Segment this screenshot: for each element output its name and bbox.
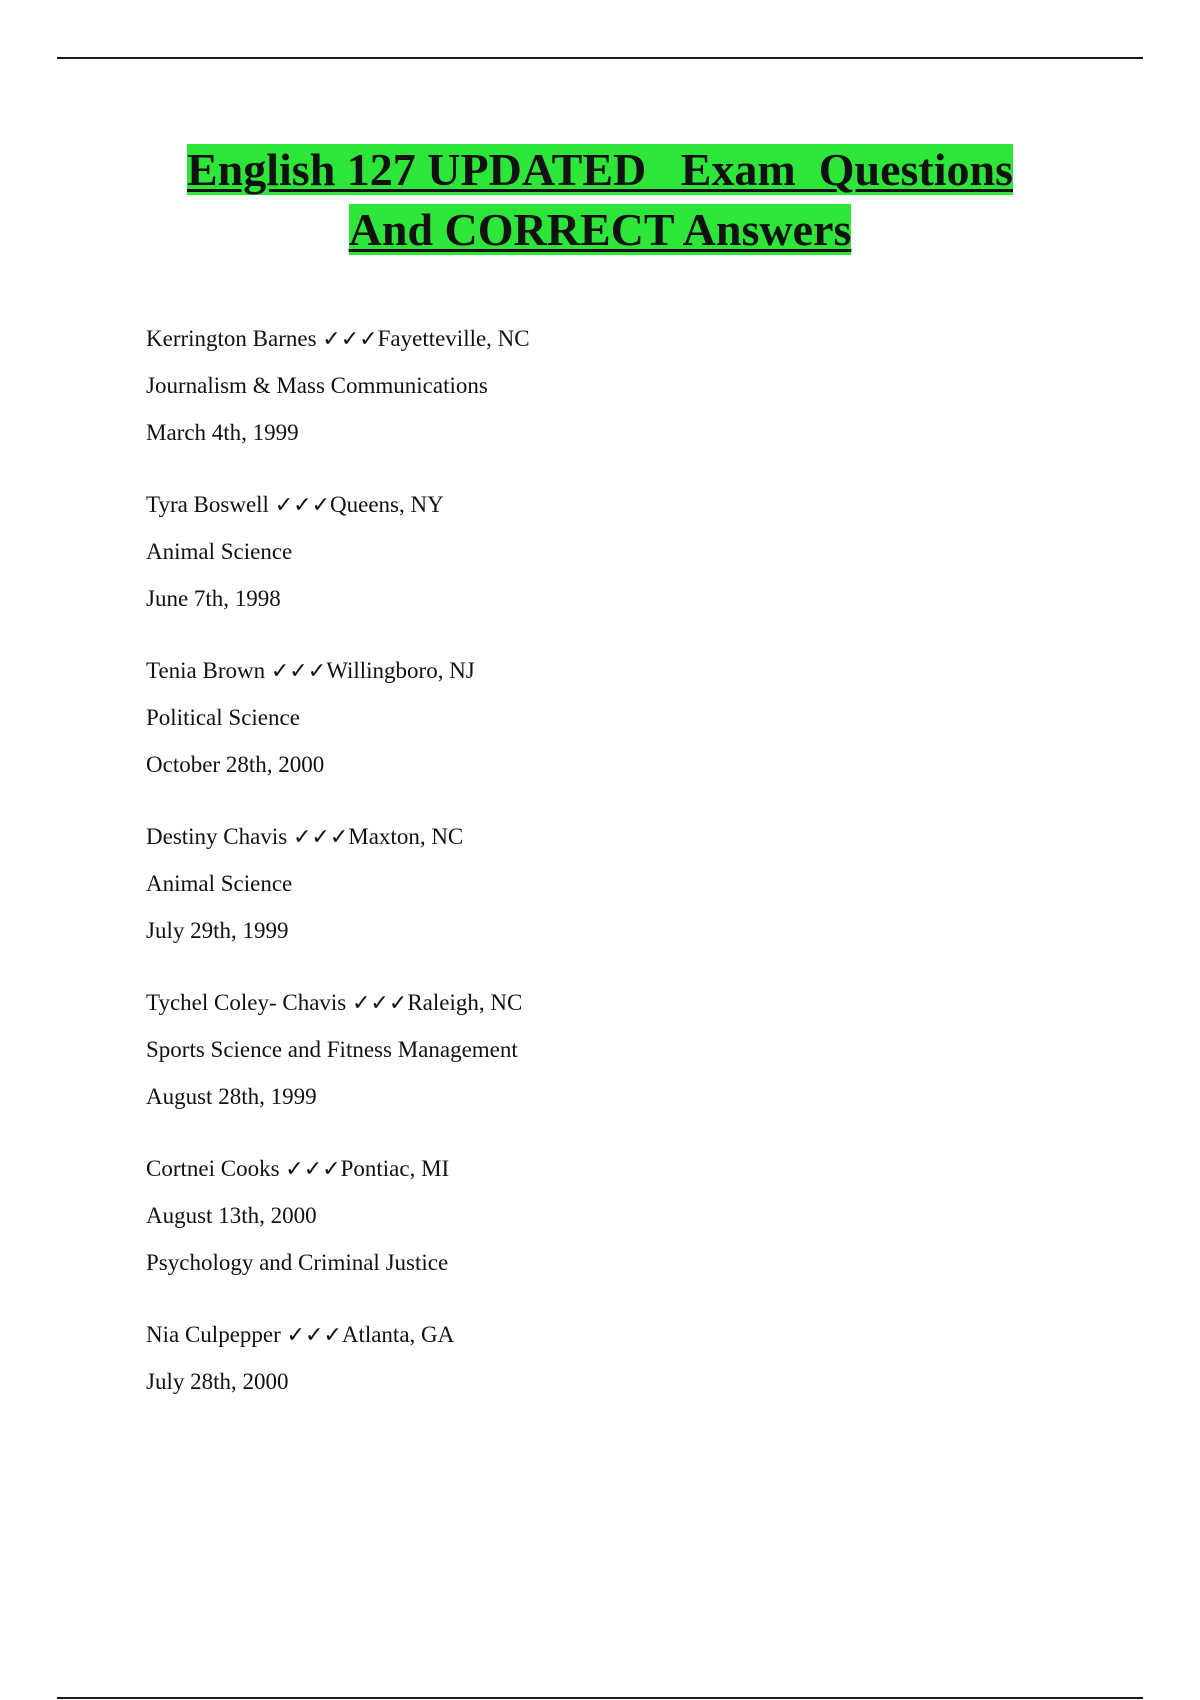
entry-name: Tenia Brown <box>146 658 266 683</box>
entry-location: Atlanta, GA <box>341 1322 455 1347</box>
entry-name-line <box>146 991 1046 1014</box>
header-rule <box>57 57 1143 59</box>
footer-rule <box>57 1697 1143 1699</box>
entry-name-line <box>146 825 1046 848</box>
entry-name: Cortnei Cooks <box>146 1156 280 1181</box>
entry-name: Tyra Boswell <box>146 492 269 517</box>
list-item <box>146 825 1046 942</box>
entry-name: Nia Culpepper <box>146 1322 281 1347</box>
entry-name: Tychel Coley- Chavis <box>146 990 347 1015</box>
list-item <box>146 1323 1046 1393</box>
entry-name: Destiny Chavis <box>146 824 288 849</box>
entry-line-3: July 29th, 1999 <box>146 918 289 943</box>
entry-location: Queens, NY <box>330 492 444 517</box>
entry-name-line <box>146 659 1046 682</box>
entry-line-2: Sports Science and Fitness Management <box>146 1037 518 1062</box>
entry-name: Kerrington Barnes <box>146 326 317 351</box>
entry-line-3: Psychology and Criminal Justice <box>146 1250 449 1275</box>
entry-line-3: August 28th, 1999 <box>146 1084 317 1109</box>
entry-line-2: Journalism & Mass Communications <box>146 373 488 398</box>
checkmark-icon: ✓✓✓ <box>352 991 408 1016</box>
entry-line-2: August 13th, 2000 <box>146 1203 317 1228</box>
entry-location: Raleigh, NC <box>407 990 523 1015</box>
checkmark-icon: ✓✓✓ <box>285 1157 341 1182</box>
entry-name-line <box>146 493 1046 516</box>
list-item <box>146 493 1046 610</box>
checkmark-icon: ✓✓✓ <box>322 327 378 352</box>
title-line-1: English 127 UPDATED Exam Questions <box>186 144 1013 195</box>
entry-line-2: Animal Science <box>146 871 293 896</box>
entry-name-line <box>146 1323 1046 1346</box>
entry-line-2: Political Science <box>146 705 300 730</box>
entry-line-3: October 28th, 2000 <box>146 752 325 777</box>
checkmark-icon: ✓✓✓ <box>292 825 349 850</box>
entry-name-line <box>146 327 1046 350</box>
entry-line-3: June 7th, 1998 <box>146 586 281 611</box>
checkmark-icon: ✓✓✓ <box>274 493 331 518</box>
student-list <box>146 327 1046 1442</box>
entry-name-line <box>146 1157 1046 1180</box>
entry-location: Pontiac, MI <box>340 1156 450 1181</box>
checkmark-icon: ✓✓✓ <box>270 659 327 684</box>
list-item <box>146 659 1046 776</box>
entry-line-2: July 28th, 2000 <box>146 1369 289 1394</box>
checkmark-icon: ✓✓✓ <box>286 1323 342 1348</box>
entry-location: Willingboro, NJ <box>326 658 475 683</box>
entry-location: Maxton, NC <box>348 824 464 849</box>
title-line-2: And CORRECT Answers <box>348 204 852 255</box>
page-title <box>140 140 1060 260</box>
entry-line-2: Animal Science <box>146 539 293 564</box>
list-item <box>146 1157 1046 1274</box>
list-item <box>146 327 1046 444</box>
entry-line-3: March 4th, 1999 <box>146 420 299 445</box>
list-item <box>146 991 1046 1108</box>
entry-location: Fayetteville, NC <box>377 326 530 351</box>
